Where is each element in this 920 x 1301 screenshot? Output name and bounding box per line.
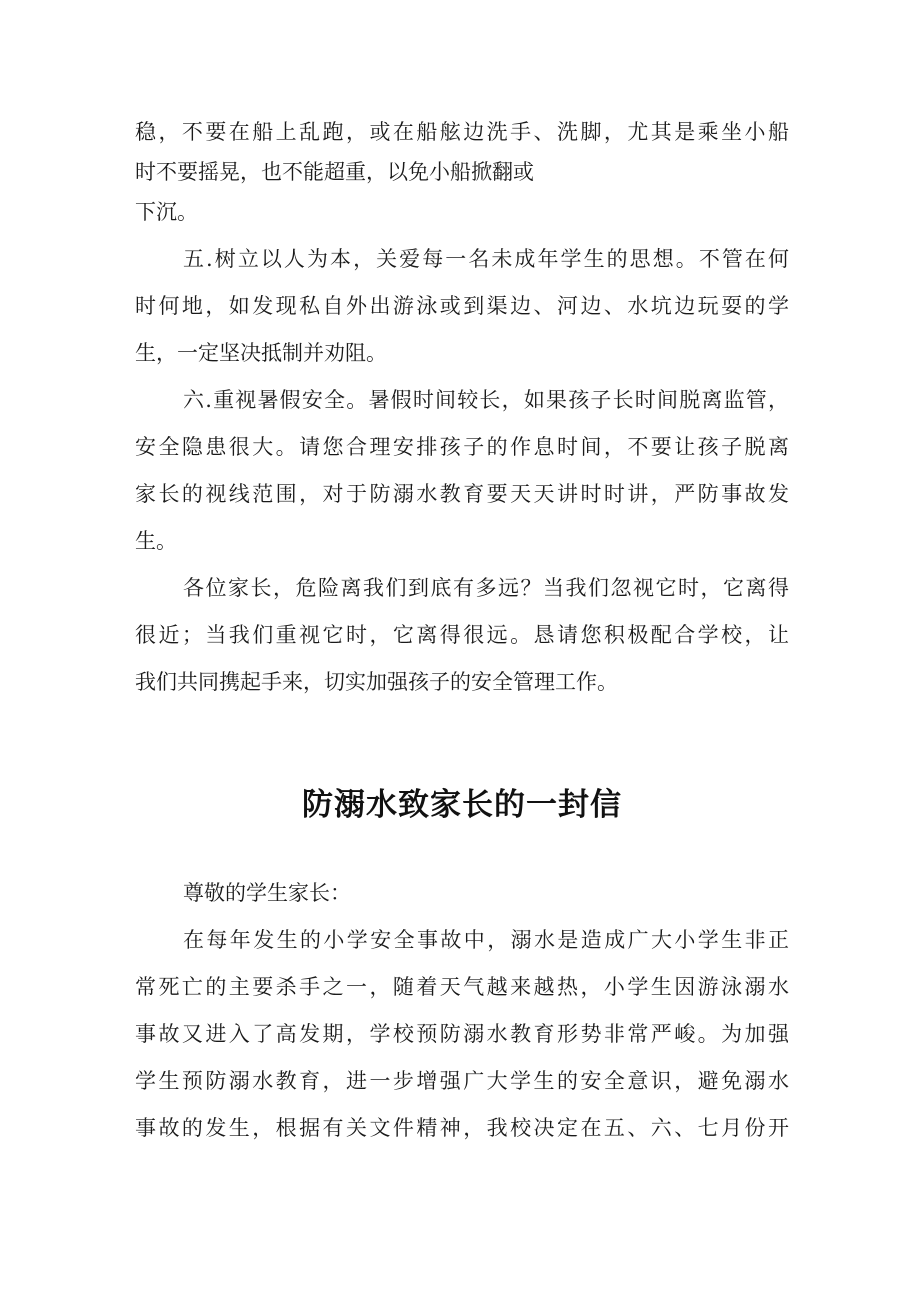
text-line: 生，一定坚决抵制并劝阻。: [135, 341, 387, 365]
text-line: 事故又进入了高发期，学校预防溺水教育形势非常严峻。为加强: [135, 1022, 789, 1046]
text-line: 事故的发生，根据有关文件精神，我校决定在五、六、七月份开: [135, 1116, 789, 1140]
text-line: 生。: [135, 529, 177, 553]
text-line: 学生预防溺水教育，进一步增强广大学生的安全意识，避免溺水: [135, 1069, 789, 1093]
text-line: 下沉。: [135, 200, 198, 224]
letter-body-paragraph: [135, 917, 789, 1152]
text-line: 时不要摇晃，也不能超重，以免小船掀翻或: [135, 160, 534, 184]
text-line: 家长的视线范围，对于防溺水教育要天天讲时时讲，严防事故发: [135, 482, 789, 506]
paragraph-5: [135, 236, 789, 377]
letter-title: 防溺水致家长的一封信: [302, 787, 622, 823]
text-line: 在每年发生的小学安全事故中，溺水是造成广大小学生非正: [183, 928, 789, 952]
text-line: 常死亡的主要杀手之一，随着天气越来越热，小学生因游泳溺水: [135, 975, 789, 999]
text-line: 六.重视暑假安全。暑假时间较长，如果孩子长时间脱离监管，: [183, 388, 789, 412]
salutation: 尊敬的学生家长：: [183, 881, 351, 905]
paragraph-4: [135, 109, 789, 236]
text-line: 我们共同携起手来，切实加强孩子的安全管理工作。: [135, 670, 618, 694]
closing-paragraph: [135, 565, 789, 706]
text-line: 很近；当我们重视它时，它离得很远。恳请您积极配合学校，让: [135, 623, 789, 647]
text-line: 各位家长，危险离我们到底有多远？当我们忽视它时，它离得: [183, 576, 789, 600]
text-line: 五.树立以人为本，关爱每一名未成年学生的思想。不管在何: [183, 247, 789, 271]
text-line: 稳，不要在船上乱跑，或在船舷边洗手、洗脚，尤其是乘坐小船: [135, 120, 789, 144]
document-page: [135, 109, 789, 1152]
text-line: 时何地，如发现私自外出游泳或到渠边、河边、水坑边玩耍的学: [135, 294, 789, 318]
text-line: 安全隐患很大。请您合理安排孩子的作息时间，不要让孩子脱离: [135, 435, 789, 459]
paragraph-6: [135, 377, 789, 565]
